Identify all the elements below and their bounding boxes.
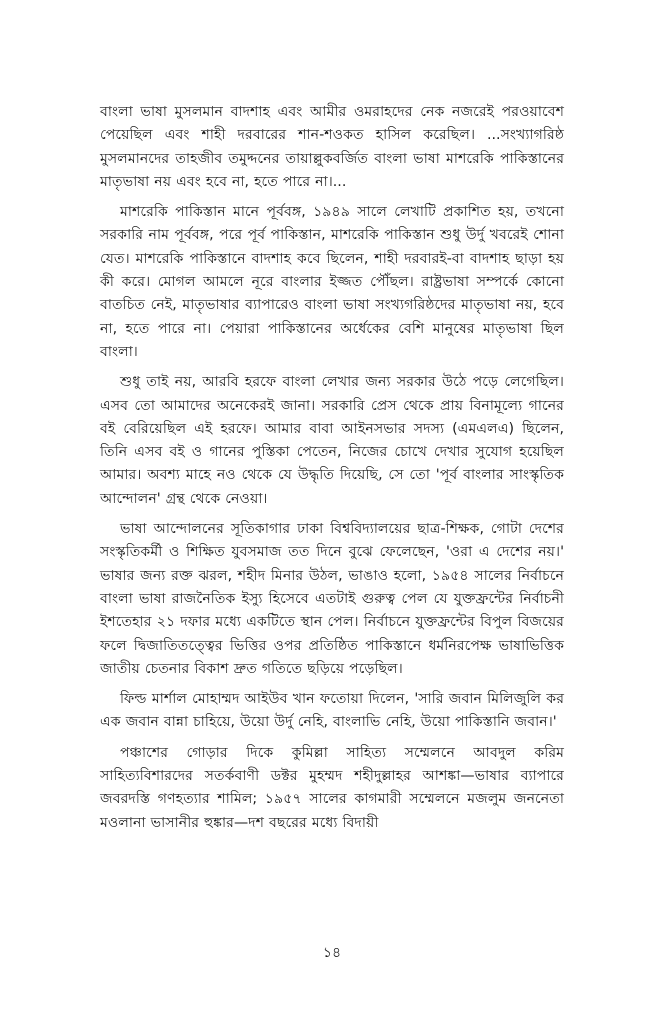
paragraph: ফিল্ড মার্শাল মোহাম্মদ আইউব খান ফতোয়া দিলেন, 'সারি জবান মিলিজুলি কর এক জবান বান্না চাহিয়ে, উয়ো উর্দু নেহি, বাংলাভি নেহি, উয়ো পাকিস্তানি জবান।' bbox=[100, 691, 564, 731]
paragraph: ভাষা আন্দোলনের সূতিকাগার ঢাকা বিশ্ববিদ্যালয়ের ছাত্র-শিক্ষক, গোটা দেশের সংস্কৃতিকর্মী ও শিক্ষিত যুবসমাজ তত দিনে বুঝে ফেলেছেন, 'ওরা এ দেশের নয়।' ভাষার জন্য রক্ত ঝরল, শহীদ মিনার উঠল, ভাঙাও হলো, ১৯৫৪ সালের নির্বাচনে বাংলা ভাষা রাজনৈতিক ইস্যু হিসেবে এতটাই গুরুত্ব পেল যে যুক্তফ্রন্টের নির্বাচনী ইশতেহার ২১ দফার মধ্যে একটিতে স্থান পেল। নির্বাচনে যুক্তফ্রন্টের বিপুল বিজয়ের ফলে দ্বিজাতিতত্ত্বের ভিত্তির ওপর প্রতিষ্ঠিত পাকিস্তানে ধর্মনিরপেক্ষ ভাষাভিত্তিক জাতীয় চেতনার বিকাশ দ্রুত গতিতে ছড়িয়ে পড়েছিল। bbox=[100, 521, 564, 677]
paragraph: পঞ্চাশের গোড়ার দিকে কুমিল্লা সাহিত্য সম্মেলনে আবদুল করিম সাহিত্যবিশারদের সতর্কবাণী ডক্টর মুহম্মদ শহীদুল্লাহর আশঙ্কা—ভাষার ব্যাপারে জবরদস্তি গণহত্যার শামিল; ১৯৫৭ সালের কাগমারী সম্মেলনে মজলুম জননেতা মওলানা ভাসানীর হুঙ্কার—দশ বছরের মধ্যে বিদায়ী bbox=[100, 744, 564, 831]
body-text bbox=[100, 101, 564, 842]
paragraph: মাশরেকি পাকিস্তান মানে পূর্ববঙ্গ, ১৯৪৯ সালে লেখাটি প্রকাশিত হয়, তখনো সরকারি নাম পূর্ববঙ্গ, পরে পূর্ব পাকিস্তান, মাশরেকি পাকিস্তান শুধু উর্দু খবরেই শোনা যেত। মাশরেকি পাকিস্তানে বাদশাহ কবে ছিলেন, শাহী দরবারই-বা বাদশাহ ছাড়া হয় কী করে। মোগল আমলে নূরে বাংলার ইজ্জত পৌঁছল। রাষ্ট্রভাষা সম্পর্কে কোনো বাতচিত নেই, মাতৃভাষার ব্যাপারেও বাংলা ভাষা সংখ্যগরিষ্ঠদের মাতৃভাষা নয়, হবে না, হতে পারে না। পেয়ারা পাকিস্তানের অর্ধেকের বেশি মানুষের মাতৃভাষা ছিল বাংলা। bbox=[100, 204, 564, 360]
page-number: ১৪ bbox=[322, 945, 342, 961]
paragraph-quote-continuation: বাংলা ভাষা মুসলমান বাদশাহ এবং আমীর ওমরাহদের নেক নজরেই পরওয়াবেশ পেয়েছিল এবং শাহী দরবারের শান-শওকত হাসিল করেছিল। ...সংখ্যাগরিষ্ঠ মুসলমানদের তাহজীব তমুদ্দনের তায়াল্লুকবর্জিত বাংলা ভাষা মাশরেকি পাকিস্তানের মাতৃভাষা নয় এবং হবে না, হতে পারে না।... bbox=[100, 104, 564, 190]
book-page bbox=[100, 0, 564, 1024]
paragraph: শুধু তাই নয়, আরবি হরফে বাংলা লেখার জন্য সরকার উঠে পড়ে লেগেছিল। এসব তো আমাদের অনেকেরই জানা। সরকারি প্রেস থেকে প্রায় বিনামূল্যে গানের বই বেরিয়েছিল এই হরফে। আমার বাবা আইনসভার সদস্য (এমএলএ) ছিলেন, তিনি এসব বই ও গানের পুস্তিকা পেতেন, নিজের চোখে দেখার সুযোগ হয়েছিল আমার। অবশ্য মাহে নও থেকে যে উদ্ধৃতি দিয়েছি, সে তো 'পূর্ব বাংলার সাংস্কৃতিক আন্দোলন' গ্রন্থ থেকে নেওয়া। bbox=[100, 374, 564, 507]
